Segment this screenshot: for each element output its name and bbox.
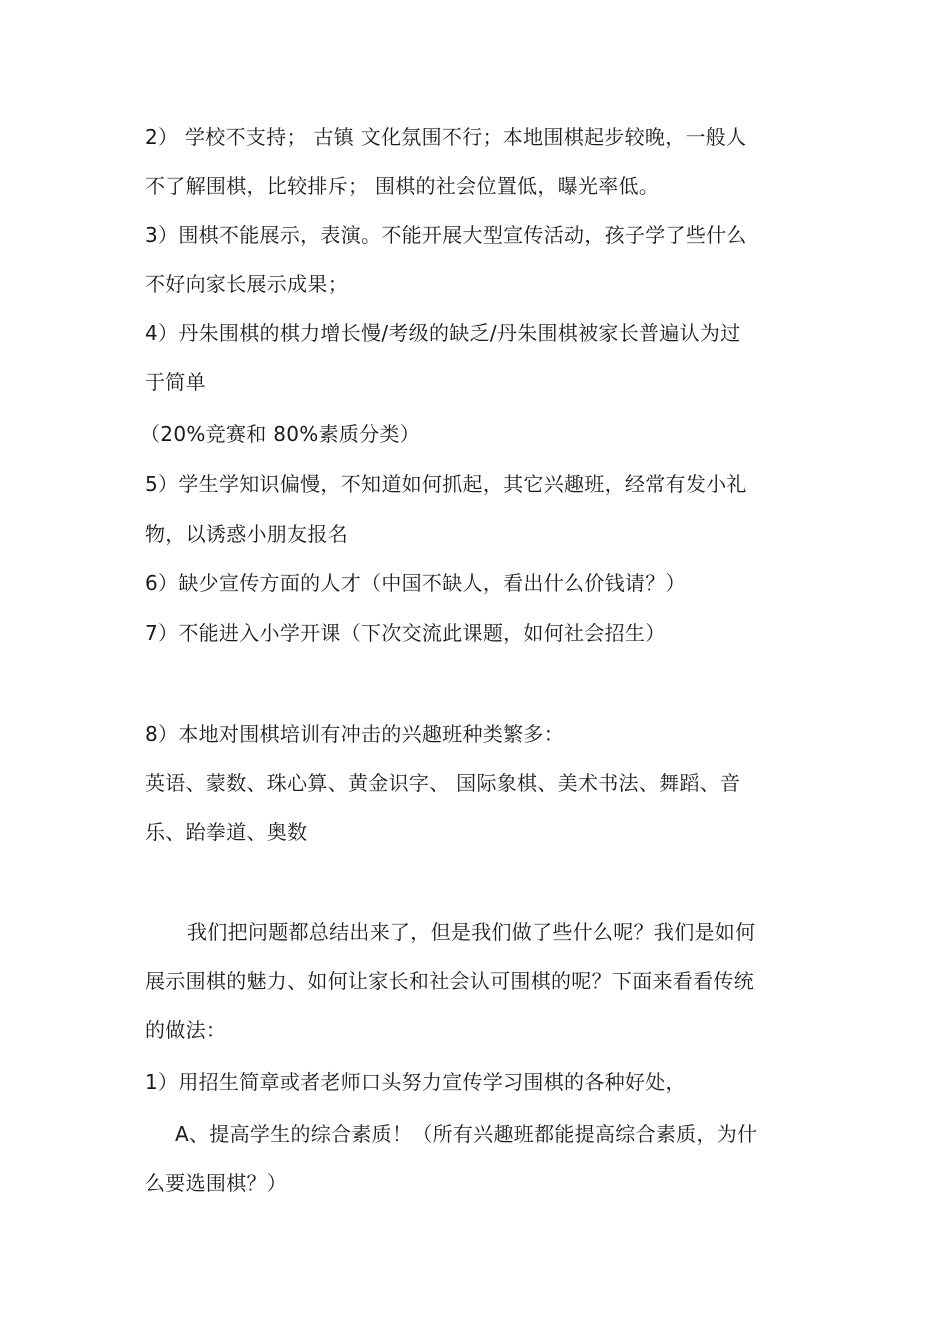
text-line: 4）丹朱围棋的棋力增长慢/考级的缺乏/丹朱围棋被家长普遍认为过 — [145, 321, 741, 345]
text-line: 1）用招生简章或者老师口头努力宣传学习围棋的各种好处， — [145, 1070, 686, 1094]
text-line: 6）缺少宣传方面的人才（中国不缺人，看出什么价钱请？） — [145, 571, 686, 595]
text-line: 的做法： — [145, 1018, 227, 1042]
text-line: （20%竞赛和 80%素质分类） — [140, 422, 421, 446]
text-line: 我们把问题都总结出来了，但是我们做了些什么呢？我们是如何 — [187, 920, 756, 944]
text-line: 物，以诱惑小朋友报名 — [145, 522, 348, 546]
text-line: 8）本地对围棋培训有冲击的兴趣班种类繁多： — [145, 722, 565, 746]
text-line: 2） 学校不支持； 古镇 文化氛围不行；本地围棋起步较晚，一般人 — [145, 125, 747, 149]
text-line: 7）不能进入小学开课（下次交流此课题，如何社会招生） — [145, 621, 666, 645]
text-line: A、提高学生的综合素质！（所有兴趣班都能提高综合素质，为什 — [175, 1122, 758, 1146]
text-line: 展示围棋的魅力、如何让家长和社会认可围棋的呢？下面来看看传统 — [145, 969, 754, 993]
text-line: 不好向家长展示成果； — [145, 272, 348, 296]
text-line: 不了解围棋，比较排斥； 围棋的社会位置低，曝光率低。 — [145, 174, 660, 198]
text-line: 3）围棋不能展示，表演。不能开展大型宣传活动，孩子学了些什么 — [145, 223, 747, 247]
text-line: 英语、蒙数、珠心算、黄金识字、 国际象棋、美术书法、舞蹈、音 — [145, 771, 741, 795]
text-line: 5）学生学知识偏慢，不知道如何抓起，其它兴趣班，经常有发小礼 — [145, 472, 747, 496]
text-line: 么要选围棋？） — [145, 1171, 288, 1195]
text-line: 乐、跆拳道、奥数 — [145, 820, 308, 844]
text-line: 于简单 — [145, 370, 206, 394]
